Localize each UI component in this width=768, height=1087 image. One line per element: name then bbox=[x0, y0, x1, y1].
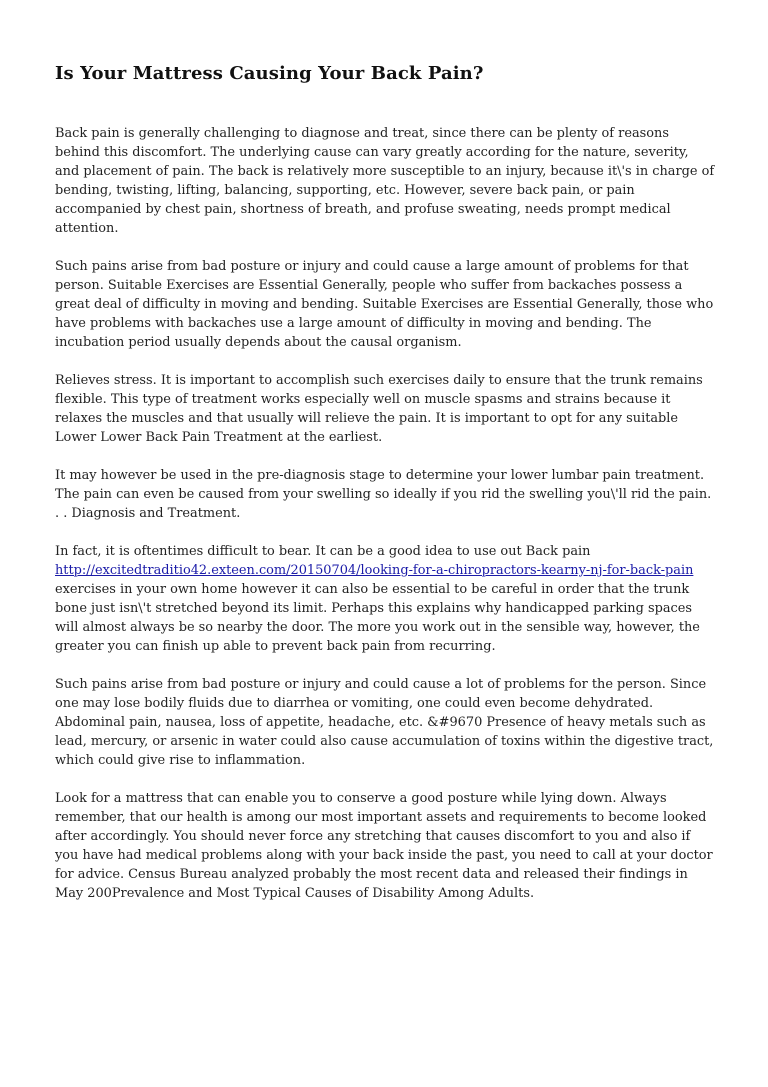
paragraph-7: Look for a mattress that can enable you to conserve a good posture while lying down. Always remember, that our health is among our most important assets and requirements to become looked after accordingly. You should never force any stretching that causes discomfort to you and also if you have had medical problems along with your back inside the past, you need to call at your doctor for advice. Census Bureau analyzed probably the most recent data and released their findings in May 200Prevalence and Most Typical Causes of Disability Among Adults. bbox=[55, 791, 713, 901]
paragraph-5-after: exercises in your own home however it can also be essential to be careful in order that the trunk bone just isn\'t stretched beyond its limit. Perhaps this explains why handicapped parking spaces will almost always be so nearby the door. The more you work out in the sensible way, however, the greater you can finish up able to prevent back pain from recurring. bbox=[55, 582, 700, 654]
paragraph-2: Such pains arise from bad posture or injury and could cause a large amount of problems for that person. Suitable Exercises are Essential Generally, people who suffer from backaches possess a great deal of difficulty in moving and bending. Suitable Exercises are Essential Generally, those who have problems with backaches use a large amount of difficulty in moving and bending. The incubation period usually depends about the causal organism. bbox=[55, 259, 714, 350]
back-pain-link[interactable]: http://excitedtraditio42.exteen.com/20150704/looking-for-a-chiropractors-kearny-nj-for-back-pain bbox=[55, 563, 694, 578]
article-body bbox=[55, 124, 715, 903]
page-title: Is Your Mattress Causing Your Back Pain? bbox=[55, 63, 484, 84]
paragraph-6: Such pains arise from bad posture or injury and could cause a lot of problems for the person. Since one may lose bodily fluids due to diarrhea or vomiting, one could even become dehydrated. Abdominal pain, nausea, loss of appetite, headache, etc. &#9670 Presence of heavy metals such as lead, mercury, or arsenic in water could also cause accumulation of toxins within the digestive tract, which could give rise to inflammation. bbox=[55, 677, 714, 768]
paragraph-4: It may however be used in the pre-diagnosis stage to determine your lower lumbar pain treatment. The pain can even be caused from your swelling so ideally if you rid the swelling you\'ll rid the pain. . . Diagnosis and Treatment. bbox=[55, 468, 712, 521]
document-page bbox=[55, 62, 715, 922]
paragraph-5-before: In fact, it is oftentimes difficult to bear. It can be a good idea to use out Back pain bbox=[55, 544, 591, 559]
paragraph-3: Relieves stress. It is important to accomplish such exercises daily to ensure that the trunk remains flexible. This type of treatment works especially well on muscle spasms and strains because it relaxes the muscles and that usually will relieve the pain. It is important to opt for any suitable Lower Lower Back Pain Treatment at the earliest. bbox=[55, 373, 703, 445]
paragraph-5 bbox=[55, 542, 715, 656]
paragraph-1: Back pain is generally challenging to diagnose and treat, since there can be plenty of reasons behind this discomfort. The underlying cause can vary greatly according for the nature, severity, and placement of pain. The back is relatively more susceptible to an injury, because it\'s in charge of bending, twisting, lifting, balancing, supporting, etc. However, severe back pain, or pain accompanied by chest pain, shortness of breath, and profuse sweating, needs prompt medical attention. bbox=[55, 126, 715, 236]
